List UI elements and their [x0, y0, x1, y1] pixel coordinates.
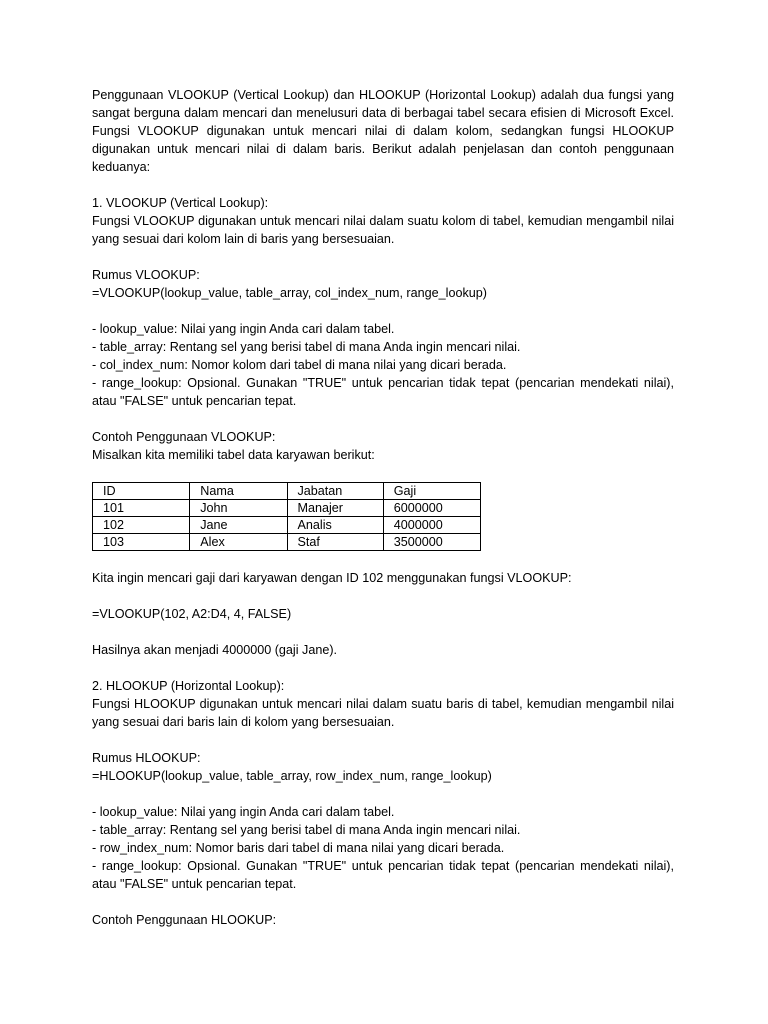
vlookup-description: Fungsi VLOOKUP digunakan untuk mencari nilai dalam suatu kolom di tabel, kemudian mengambil nilai yang sesuai dari kolom lain di baris yang bersesuaian.	[92, 214, 674, 246]
hlookup-example-heading: Contoh Penggunaan HLOOKUP:	[92, 913, 277, 927]
hlookup-formula-label: Rumus HLOOKUP:	[92, 751, 201, 765]
table-header-cell: Jabatan	[287, 483, 383, 500]
vlookup-arg-table-array: - table_array: Rentang sel yang berisi tabel di mana Anda ingin mencari nilai.	[92, 340, 521, 354]
hlookup-formula: =HLOOKUP(lookup_value, table_array, row_index_num, range_lookup)	[92, 769, 492, 783]
table-cell: 6000000	[383, 500, 480, 517]
vlookup-heading: 1. VLOOKUP (Vertical Lookup):	[92, 196, 269, 210]
table-cell: 4000000	[383, 517, 480, 534]
table-row	[93, 500, 481, 517]
hlookup-arg-row-index-num: - row_index_num: Nomor baris dari tabel di mana nilai yang dicari berada.	[92, 841, 505, 855]
table-cell: 102	[93, 517, 190, 534]
table-cell: Jane	[190, 517, 287, 534]
vlookup-example-question: Kita ingin mencari gaji dari karyawan dengan ID 102 menggunakan fungsi VLOOKUP:	[92, 571, 572, 585]
vlookup-formula: =VLOOKUP(lookup_value, table_array, col_index_num, range_lookup)	[92, 286, 487, 300]
hlookup-arg-range-lookup: - range_lookup: Opsional. Gunakan "TRUE" untuk pencarian tidak tepat (pencarian mendekati nilai), atau "FALSE" untuk pencarian tepat.	[92, 859, 674, 891]
vlookup-example-intro: Misalkan kita memiliki tabel data karyawan berikut:	[92, 448, 375, 462]
vlookup-example-result: Hasilnya akan menjadi 4000000 (gaji Jane).	[92, 643, 338, 657]
hlookup-heading: 2. HLOOKUP (Horizontal Lookup):	[92, 679, 285, 693]
vlookup-arg-col-index-num: - col_index_num: Nomor kolom dari tabel di mana nilai yang dicari berada.	[92, 358, 507, 372]
hlookup-arg-table-array: - table_array: Rentang sel yang berisi tabel di mana Anda ingin mencari nilai.	[92, 823, 521, 837]
employee-table	[92, 482, 481, 551]
table-row	[93, 534, 481, 551]
vlookup-arg-lookup-value: - lookup_value: Nilai yang ingin Anda cari dalam tabel.	[92, 322, 395, 336]
table-cell: 3500000	[383, 534, 480, 551]
table-cell: Staf	[287, 534, 383, 551]
vlookup-formula-label: Rumus VLOOKUP:	[92, 268, 200, 282]
table-cell: 101	[93, 500, 190, 517]
table-row	[93, 517, 481, 534]
table-cell: Analis	[287, 517, 383, 534]
hlookup-arg-lookup-value: - lookup_value: Nilai yang ingin Anda cari dalam tabel.	[92, 805, 395, 819]
table-header-cell: Gaji	[383, 483, 480, 500]
hlookup-description: Fungsi HLOOKUP digunakan untuk mencari nilai dalam suatu baris di tabel, kemudian mengambil nilai yang sesuai dari baris lain di kolom yang bersesuaian.	[92, 697, 674, 729]
document-body	[92, 86, 674, 929]
table-cell: 103	[93, 534, 190, 551]
vlookup-example-heading: Contoh Penggunaan VLOOKUP:	[92, 430, 276, 444]
intro-paragraph: Penggunaan VLOOKUP (Vertical Lookup) dan HLOOKUP (Horizontal Lookup) adalah dua fungsi yang sangat berguna dalam mencari dan menelusuri data di berbagai tabel secara efisien di Microsoft Excel. Fungsi VLOOKUP digunakan untuk mencari nilai di dalam kolom, sedangkan fungsi HLOOKUP digunakan untuk mencari nilai di dalam baris. Berikut adalah penjelasan dan contoh penggunaan keduanya:	[92, 88, 674, 174]
table-header-cell: ID	[93, 483, 190, 500]
table-cell: John	[190, 500, 287, 517]
table-header-cell: Nama	[190, 483, 287, 500]
table-cell: Alex	[190, 534, 287, 551]
vlookup-example-formula: =VLOOKUP(102, A2:D4, 4, FALSE)	[92, 607, 292, 621]
table-cell: Manajer	[287, 500, 383, 517]
table-header-row	[93, 483, 481, 500]
vlookup-arg-range-lookup: - range_lookup: Opsional. Gunakan "TRUE" untuk pencarian tidak tepat (pencarian mendekati nilai), atau "FALSE" untuk pencarian tepat.	[92, 376, 674, 408]
